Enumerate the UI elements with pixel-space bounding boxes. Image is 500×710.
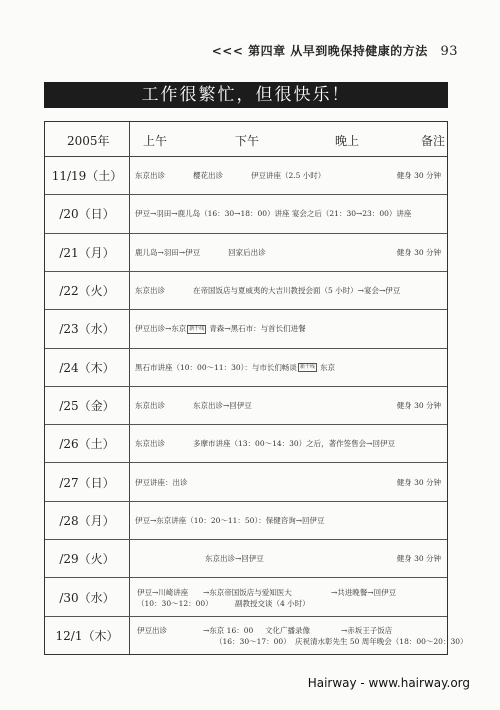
row-note: 健身 30 分钟 [396, 171, 441, 181]
activity-morning: 东京出诊 [135, 439, 165, 449]
activity-afternoon: 东京 [319, 362, 335, 372]
activity-night-detail: 庆祝清水彰先生 50 周年晚会（18：00～20：30） [295, 636, 468, 646]
row-activities [135, 362, 441, 373]
row-note: 健身 30 分钟 [396, 477, 441, 487]
activity-afternoon: 樱花出诊 [193, 171, 223, 181]
header-morning: 上午 [143, 134, 168, 148]
activity-evening-detail: （16：30～17：00） [215, 636, 291, 646]
table-row [45, 501, 447, 540]
activity-night: →赤坂王子饭店 [341, 625, 393, 635]
watermark: Hairway - www.hairway.org [307, 676, 470, 690]
page-number: 93 [440, 44, 458, 59]
row-date: /25（金） [59, 398, 115, 413]
row-date: /26（土） [59, 437, 115, 452]
row-date: 11/19（土） [51, 169, 123, 184]
activity-morning: 东京出诊 [135, 400, 165, 410]
row-date: /29（火） [59, 552, 115, 567]
row-date: /24（木） [59, 360, 115, 375]
row-date: /28（月） [59, 513, 115, 528]
table-row [45, 386, 447, 425]
row-activities [135, 170, 441, 181]
row-date: /30（水） [59, 590, 115, 605]
table-row [45, 194, 447, 233]
row-activities [135, 400, 441, 411]
running-header [150, 42, 458, 59]
schedule-table [44, 121, 468, 655]
table-row [45, 348, 447, 387]
row-activities [135, 553, 441, 564]
row-activities [135, 323, 441, 334]
row-note: 健身 30 分钟 [396, 247, 441, 257]
activity-morning: 伊豆出诊→东京 [135, 324, 187, 334]
table-row [45, 309, 447, 348]
activity-afternoon: 在帝国饭店与夏威夷的大吉川教授会面（5 小时）→宴会→伊豆 [193, 286, 401, 296]
row-activities [135, 285, 441, 296]
row-date: /21（月） [59, 245, 115, 260]
row-activities [135, 515, 441, 526]
table-row [45, 424, 447, 463]
table-row [45, 233, 447, 272]
table-row [45, 156, 447, 195]
row-date: /22（火） [59, 284, 115, 299]
row-note: 健身 30 分钟 [396, 554, 441, 564]
activity-morning: 伊豆出诊 [137, 625, 167, 635]
activity-afternoon: →东京 16：00 [203, 625, 254, 635]
row-date: /20（日） [59, 207, 115, 222]
activity-morning: 东京出诊 [135, 286, 165, 296]
activity-evening: →共进晚餐→回伊豆 [331, 587, 397, 597]
activity-morning: 鹿儿岛→羽田→伊豆 [135, 247, 201, 257]
table-row [45, 462, 447, 501]
row-activities [135, 438, 441, 449]
row-date: 12/1（木） [55, 628, 119, 643]
table-row [45, 539, 447, 578]
header-afternoon: 下午 [235, 134, 260, 148]
table-row [45, 577, 447, 616]
table-row [45, 616, 468, 654]
activity-morning: 伊豆→川崎讲座 [137, 587, 189, 597]
activity-evening: 文化广播录像 [265, 625, 310, 635]
activity-afternoon: 东京出诊→回伊豆 [193, 400, 252, 410]
row-note: 健身 30 分钟 [396, 400, 441, 410]
row-activities [135, 247, 441, 258]
activity-morning: 东京出诊 [135, 171, 165, 181]
table-row [45, 271, 447, 310]
shinkansen-stamp: 新干线 [299, 364, 315, 371]
activity-morning: 伊豆→羽田→鹿儿岛（16：30→18：00）讲座 宴会之后（21：30→23：00）讲座 [135, 209, 412, 219]
row-activities [135, 208, 441, 219]
shinkansen-stamp: 新干线 [189, 325, 205, 332]
table-header-row [45, 122, 447, 157]
activity-afternoon: 青森→黑石市：与首长们进餐 [209, 324, 306, 334]
activity-afternoon: 回家后出诊 [228, 247, 266, 257]
activity-morning-detail: （10：30～12：00） [137, 598, 213, 608]
row-date: /27（日） [59, 475, 115, 490]
activity-morning: 伊豆讲座：出诊 [135, 477, 188, 487]
activity-afternoon: →东京帝国饭店与爱知医大 [203, 587, 292, 597]
row-date: /23（水） [59, 322, 115, 337]
header-text: <<< 第四章 从早到晚保持健康的方法 [211, 44, 428, 58]
header-notes: 备注 [421, 134, 446, 148]
header-evening: 晚上 [335, 134, 360, 148]
activity-afternoon: 多摩市讲座（13：00～14：30）之后，著作签售会→回伊豆 [193, 439, 395, 449]
section-banner: 工作很繁忙，但很快乐！ [44, 82, 448, 108]
activity-afternoon: 东京出诊→回伊豆 [205, 554, 264, 564]
activity-morning: 黑石市讲座（10：00～11：30）：与市长们畅谈 [135, 362, 297, 372]
header-year: 2005年 [67, 134, 110, 148]
activity-afternoon-detail: 副教授交谈（4 小时） [235, 598, 310, 608]
row-activities [135, 477, 441, 488]
activity-evening: 伊豆讲座（2.5 小时） [251, 171, 326, 181]
activity-morning: 伊豆→东京讲座（10：20～11：50）：保健咨询→回伊豆 [135, 515, 325, 525]
